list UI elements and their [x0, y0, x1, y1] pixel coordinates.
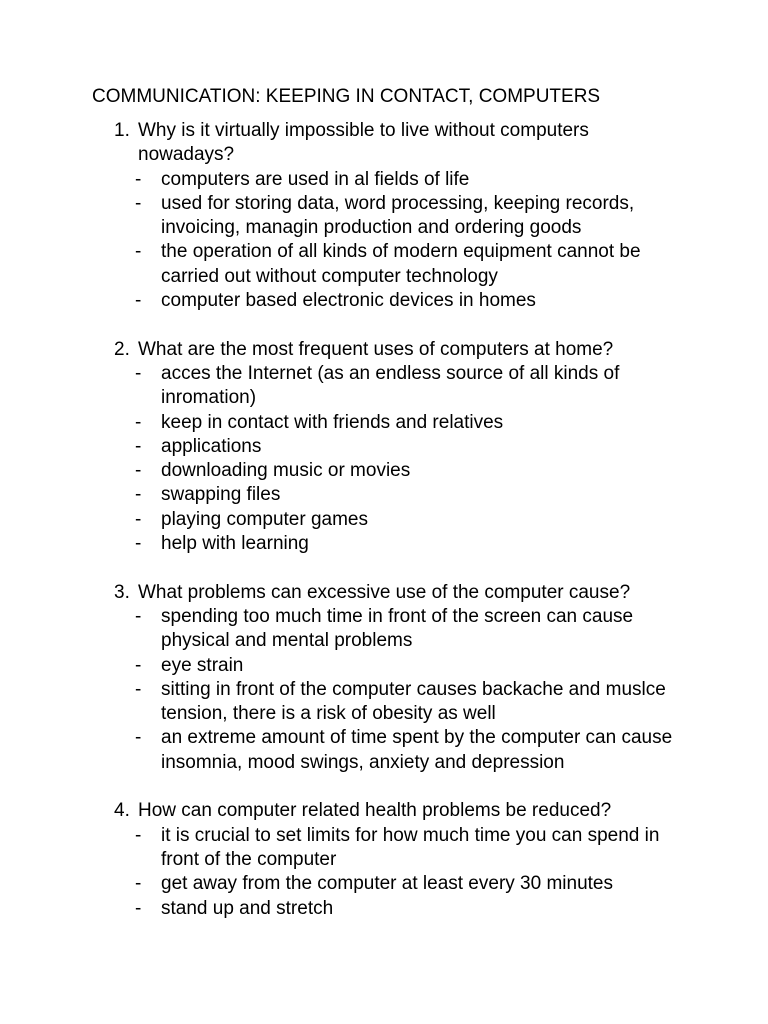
answer-text: the operation of all kinds of modern equipment cannot be carried out without computer technology [161, 241, 641, 287]
answer-text: eye strain [161, 654, 244, 676]
question-number: 2. [114, 338, 130, 360]
dash-bullet: - [135, 678, 142, 700]
dash-bullet: - [135, 824, 142, 846]
dash-bullet: - [135, 508, 142, 530]
question-item [0, 338, 768, 557]
dash-bullet: - [135, 192, 142, 214]
question-text: How can computer related health problems be reduced? [138, 800, 612, 822]
answer-item [0, 289, 681, 313]
answer-text: sitting in front of the computer causes backache and muslce tension, there is a risk of obesity as well [161, 678, 666, 725]
answer-item [0, 824, 681, 873]
answer-list [0, 362, 768, 556]
answer-item [0, 605, 681, 654]
answer-item [0, 726, 681, 775]
dash-bullet: - [135, 241, 142, 263]
answer-list [0, 824, 768, 921]
answer-text: playing computer games [161, 508, 368, 530]
answer-text: acces the Internet (as an endless source of all kinds of inromation) [161, 362, 620, 409]
answer-item [0, 411, 681, 435]
answer-text: an extreme amount of time spent by the computer can cause insomnia, mood swings, anxiety and depression [161, 727, 673, 773]
question-item [0, 581, 768, 775]
answer-text: used for storing data, word processing, keeping records, invoicing, managin production and ordering goods [161, 192, 635, 239]
question-number: 3. [114, 581, 130, 603]
question-text: What are the most frequent uses of computers at home? [138, 338, 614, 360]
answer-text: computers are used in al fields of life [161, 168, 470, 190]
dash-bullet: - [135, 605, 142, 627]
answer-item [0, 168, 681, 192]
dash-bullet: - [135, 873, 142, 895]
question-heading [0, 119, 678, 168]
question-text: Why is it virtually impossible to live without computers nowadays? [138, 120, 589, 166]
dash-bullet: - [135, 168, 142, 190]
dash-bullet: - [135, 411, 142, 433]
dash-bullet: - [135, 897, 142, 919]
answer-item [0, 897, 681, 921]
answer-text: swapping files [161, 484, 281, 506]
answer-list [0, 168, 768, 314]
question-item [0, 119, 768, 313]
answer-text: computer based electronic devices in homes [161, 290, 536, 312]
question-number: 4. [114, 800, 130, 822]
question-heading [0, 338, 678, 362]
document-title: COMMUNICATION: KEEPING IN CONTACT, COMPUTERS [92, 86, 601, 107]
answer-item [0, 240, 681, 289]
dash-bullet: - [135, 484, 142, 506]
answer-item [0, 362, 681, 411]
dash-bullet: - [135, 460, 142, 482]
answer-text: stand up and stretch [161, 897, 334, 919]
question-number: 1. [114, 120, 130, 141]
question-heading [0, 581, 678, 605]
answer-item [0, 654, 681, 678]
question-heading [0, 799, 678, 823]
answer-item [0, 678, 681, 727]
dash-bullet: - [135, 654, 142, 676]
answer-text: keep in contact with friends and relatives [161, 411, 504, 433]
answer-item [0, 508, 681, 532]
dash-bullet: - [135, 290, 142, 312]
answer-text: spending too much time in front of the screen can cause physical and mental problems [161, 605, 634, 652]
answer-list [0, 605, 768, 775]
question-text: What problems can excessive use of the computer cause? [138, 581, 631, 603]
question-item [0, 799, 768, 920]
answer-text: it is crucial to set limits for how much time you can spend in front of the computer [161, 824, 660, 870]
dash-bullet: - [135, 533, 142, 555]
answer-text: downloading music or movies [161, 460, 411, 482]
answer-text: help with learning [161, 533, 309, 555]
answer-item [0, 872, 681, 896]
answer-item [0, 192, 681, 241]
answer-text: applications [161, 435, 262, 457]
dash-bullet: - [135, 435, 142, 457]
answer-item [0, 459, 681, 483]
answer-item [0, 435, 681, 459]
answer-item [0, 483, 681, 507]
dash-bullet: - [135, 727, 142, 749]
question-list [0, 119, 768, 945]
answer-item [0, 532, 681, 556]
dash-bullet: - [135, 362, 142, 384]
answer-text: get away from the computer at least every 30 minutes [161, 873, 613, 895]
